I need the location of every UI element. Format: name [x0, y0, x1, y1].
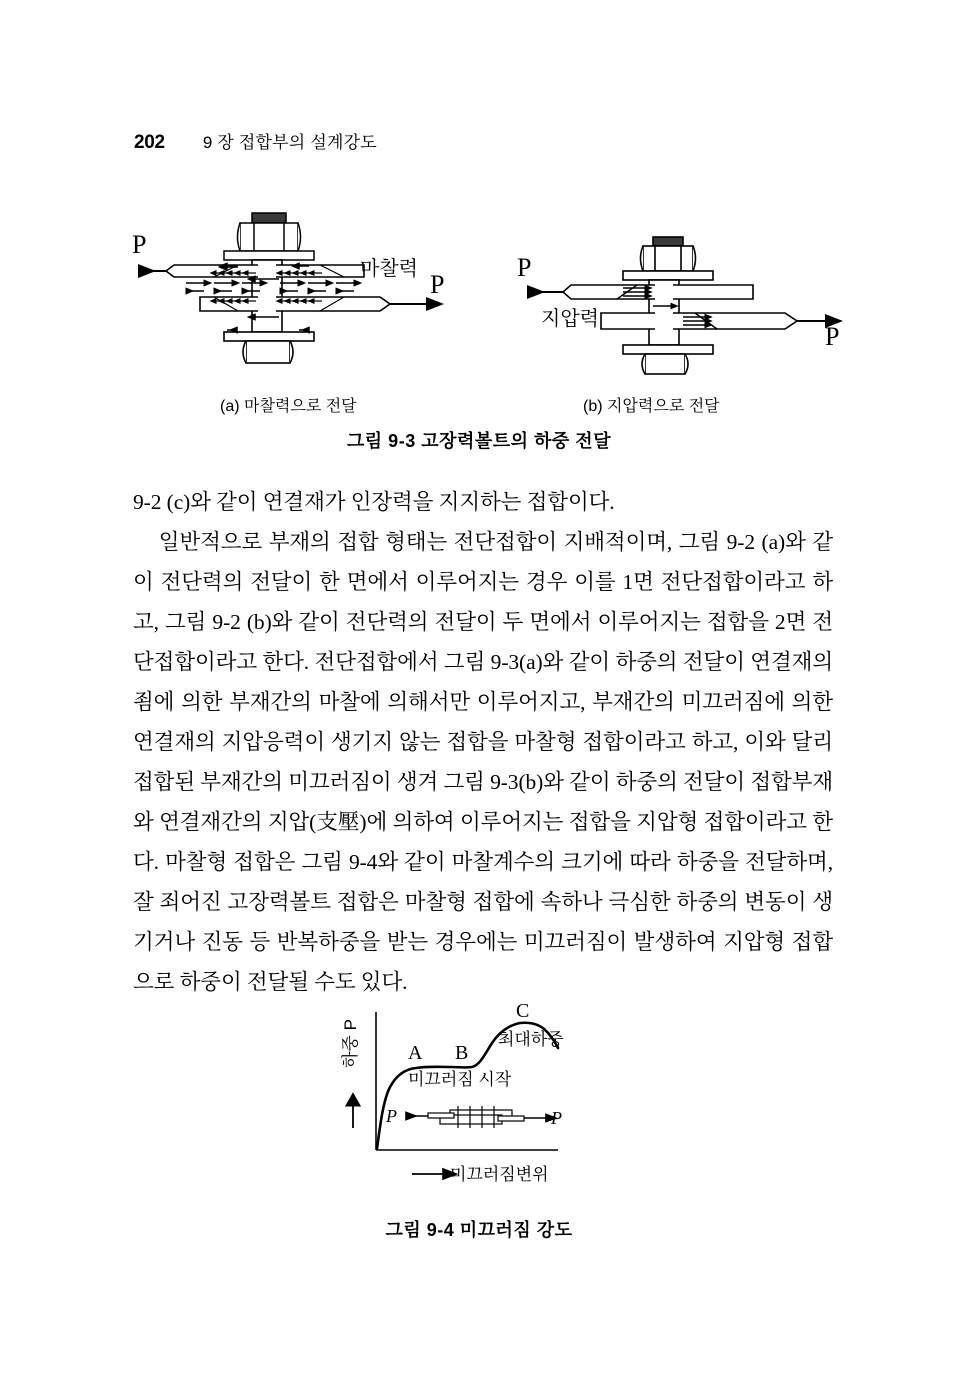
panel-a-left-load-label: P: [132, 230, 147, 259]
inset-right-load-label: P: [551, 1108, 562, 1128]
bearing-transfer-diagram: [505, 221, 845, 386]
bolt-head-top: [623, 237, 713, 280]
figure-9-3-panels: [0, 205, 958, 390]
x-axis-label-group: [412, 1164, 549, 1184]
inset-left-load-label: P: [386, 1106, 397, 1126]
slip-strength-chart: [320, 998, 620, 1218]
bearing-force-label: 지압력: [541, 308, 599, 330]
bolt-head-top: [224, 213, 314, 260]
panel-a-right-load-label: P: [430, 270, 445, 299]
body-text: [133, 482, 833, 1002]
bolt-nut-bottom: [224, 332, 314, 363]
bolt-nut-bottom: [623, 345, 713, 374]
figure-9-4: [0, 998, 958, 1258]
panel-b-left-load-label: P: [517, 253, 532, 282]
figure-9-3-subcaptions: [0, 393, 958, 421]
paragraph-1: 9-2 (c)와 같이 연결재가 인장력을 지지하는 접합이다.: [133, 490, 615, 514]
figure-9-3-panel-b: [505, 221, 845, 391]
figure-9-3-caption: 그림 9-3 고장력볼트의 하중 전달: [346, 431, 612, 451]
panel-b-right-load-label: P: [825, 322, 840, 351]
page-header: [134, 128, 377, 154]
y-axis-label-group: [341, 1019, 360, 1128]
lower-plate: [200, 297, 390, 311]
figure-9-3-panel-a: [128, 205, 468, 390]
slip-start-annotation: 미끄러짐 시작: [408, 1070, 512, 1089]
page-number: 202: [134, 132, 165, 153]
curve-point-a-label: A: [408, 1042, 423, 1064]
friction-transfer-diagram: [128, 205, 468, 385]
figure-9-3-caption-b: (b) 지압력으로 전달: [583, 398, 720, 415]
chapter-title: 9 장 접합부의 설계강도: [202, 133, 377, 152]
friction-force-label: 마찰력: [360, 258, 418, 280]
curve-point-c-label: C: [516, 1000, 530, 1022]
figure-9-3: [0, 205, 958, 470]
load-slip-curve-svg: [320, 998, 620, 1213]
curve-point-b-label: B: [455, 1042, 469, 1064]
paragraph-2: 일반적으로 부재의 접합 형태는 전단접합이 지배적이며, 그림 9-2 (a)와 같이 전단력의 전달이 한 면에서 이루어지는 경우 이를 1면 전단접합이라고 하고, 그림 9-2 (b)와 같이 전단력의 전달이 두 면에서 이루어지는 접합을 2면 전단접합이라고 한다. 전단접합에서 그림 9-3(a)와 같이 하중의 전달이 연결재의 죔에 의한 부재간의 마찰에 의해서만 이루어지고, 부재간의 미끄러짐에 의한 연결재의 지압응력이 생기지 않는 접합을 마찰형 접합이라고 하고, 이와 달리 접합된 부재간의 미끄러짐이 생겨 그림 9-3(b)와 같이 하중의 전달이 접합부재와 연결재간의 지압(支壓)에 의하여 이루어지는 접합을 지압형 접합이라고 한다. 마찰형 접합은 그림 9-4와 같이 마찰계수의 크기에 따라 하중을 전달하며, 잘 죄어진 고장력볼트 접합은 마찰형 접합에 속하나 극심한 하중의 변동이 생기거나 진동 등 반복하중을 받는 경우에는 미끄러짐이 발생하여 지압형 접합으로 하중이 전달될 수도 있다.: [133, 530, 834, 994]
figure-9-4-caption: 그림 9-4 미끄러짐 강도: [385, 1220, 573, 1240]
y-axis-label: 하중 P: [341, 1019, 360, 1068]
x-axis-label: 미끄러짐변위: [450, 1165, 549, 1184]
lap-splice-inset: [385, 1106, 562, 1128]
figure-9-3-caption-a: (a) 마찰력으로 전달: [220, 398, 357, 415]
max-load-annotation: 최대하중: [498, 1030, 564, 1049]
